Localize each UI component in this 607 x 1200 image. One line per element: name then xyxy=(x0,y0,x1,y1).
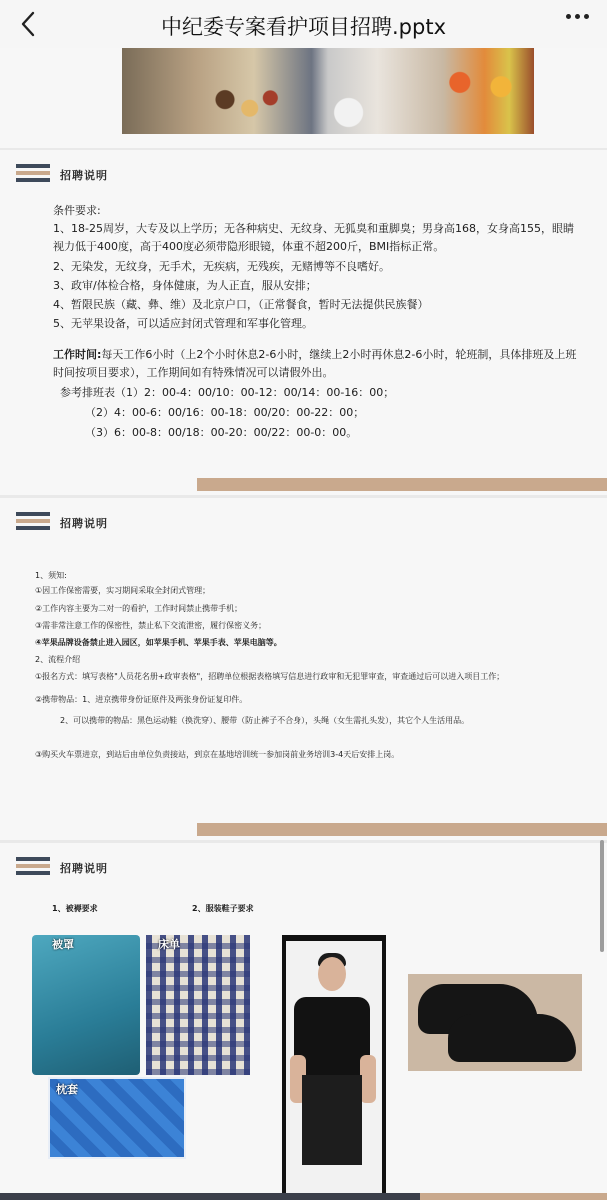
condition-item: 4、暂限民族（藏、彝、维）及北京户口，（正常餐食，暂时无法提供民族餐） xyxy=(53,298,429,311)
bed-sheet-label: 床单 xyxy=(158,938,180,951)
condition-item: 2、无染发，无纹身，无手术，无疾病，无残疾，无赌博等不良嗜好。 xyxy=(53,260,390,273)
section-title: 招聘说明 xyxy=(60,862,108,875)
worktime-text: 每天工作6小时（上2个小时休息2-6小时，继续上2小时再休息2-6小时，轮班制，具体排班及上班时间按项目要求），工作期间如有特殊情况可以请假外出。 xyxy=(53,348,577,379)
section-header-icon xyxy=(16,164,50,184)
clothing-caption: 2、服装鞋子要求 xyxy=(192,904,254,913)
tshirt-model-photo xyxy=(282,935,386,1199)
document-title: 中纪委专案看护项目招聘.pptx xyxy=(161,15,446,39)
supplies-photo xyxy=(122,48,534,134)
note-line: 1、须知: xyxy=(35,571,67,580)
note-line: ②携带物品：1、进京携带身份证原件及两张身份证复印件。 xyxy=(35,695,248,704)
worktime-label: 工作时间: xyxy=(53,348,102,361)
note-line: 2、流程介绍 xyxy=(35,655,81,664)
note-line: ①报名方式：填写表格"人员花名册+政审表格"，招聘单位根据表格填写信息进行政审和无犯罪审查，审查通过后可以进入项目工作； xyxy=(35,672,505,681)
note-line: ①因工作保密需要，实习期间采取全封闭式管理； xyxy=(35,586,211,595)
more-dots-icon[interactable] xyxy=(566,14,589,19)
pillowcase-label: 枕套 xyxy=(56,1083,78,1096)
slide-uniform xyxy=(0,843,607,1193)
schedule-line: 参考排班表（1）2：00-4：00/10：00-12：00/14：00-16：00； xyxy=(60,386,395,399)
slide-photo-top xyxy=(0,48,607,148)
slide-accent-bar xyxy=(197,478,607,491)
condition-item: 3、政审/体检合格，身体健康，为人正直，服从安排； xyxy=(53,279,317,292)
note-line: ②工作内容主要为二对一的看护，工作时间禁止携带手机； xyxy=(35,604,243,613)
section-title: 招聘说明 xyxy=(60,169,108,182)
bed-sheet-photo xyxy=(146,935,250,1075)
section-header-icon xyxy=(16,512,50,532)
app-toolbar xyxy=(0,0,607,49)
note-line: ③购买火车票进京，到站后由单位负责接站，到京在基地培训统一参加岗前业务培训3-4天后安排上岗。 xyxy=(35,750,400,759)
slide-requirements xyxy=(0,150,607,495)
section-title: 招聘说明 xyxy=(60,517,108,530)
scrollbar[interactable] xyxy=(600,840,604,952)
note-line: ④苹果品牌设备禁止进入园区，如苹果手机、苹果手表、苹果电脑等。 xyxy=(35,638,282,647)
slide-notes xyxy=(0,498,607,840)
condition-item: 5、无苹果设备，可以适应封闭式管理和军事化管理。 xyxy=(53,317,313,330)
quilt-cover-label: 被罩 xyxy=(52,938,74,951)
bottom-slide-edge xyxy=(0,1193,607,1200)
schedule-line: （3）6：00-8：00/18：00-20：00/22：00-0：00。 xyxy=(85,426,358,439)
condition-item: 1、18-25周岁，大专及以上学历；无各种病史、无纹身、无狐臭和重脚臭；男身高168，女身高155，眼睛视力低于400度，高于400度必须带隐形眼镜，体重不超200斤，BMI指标正常。 xyxy=(53,222,574,253)
section-header-icon xyxy=(16,857,50,877)
conditions-heading: 条件要求: xyxy=(53,204,101,217)
note-line: 2、可以携带的物品：黑色运动鞋（换洗穿）、腰带（防止裤子不合身），头绳（女生需扎头发），其它个人生活用品。 xyxy=(60,716,470,725)
bedding-caption: 1、被褥要求 xyxy=(52,904,98,913)
black-sneakers-photo xyxy=(408,974,582,1071)
note-line: ③需非常注意工作的保密性，禁止私下交流泄密，履行保密义务； xyxy=(35,621,267,630)
slide-accent-bar xyxy=(197,823,607,836)
quilt-cover-photo xyxy=(32,935,140,1075)
worktime-paragraph xyxy=(53,346,577,382)
schedule-line: （2）4：00-6：00/16：00-18：00/20：00-22：00； xyxy=(85,406,365,419)
